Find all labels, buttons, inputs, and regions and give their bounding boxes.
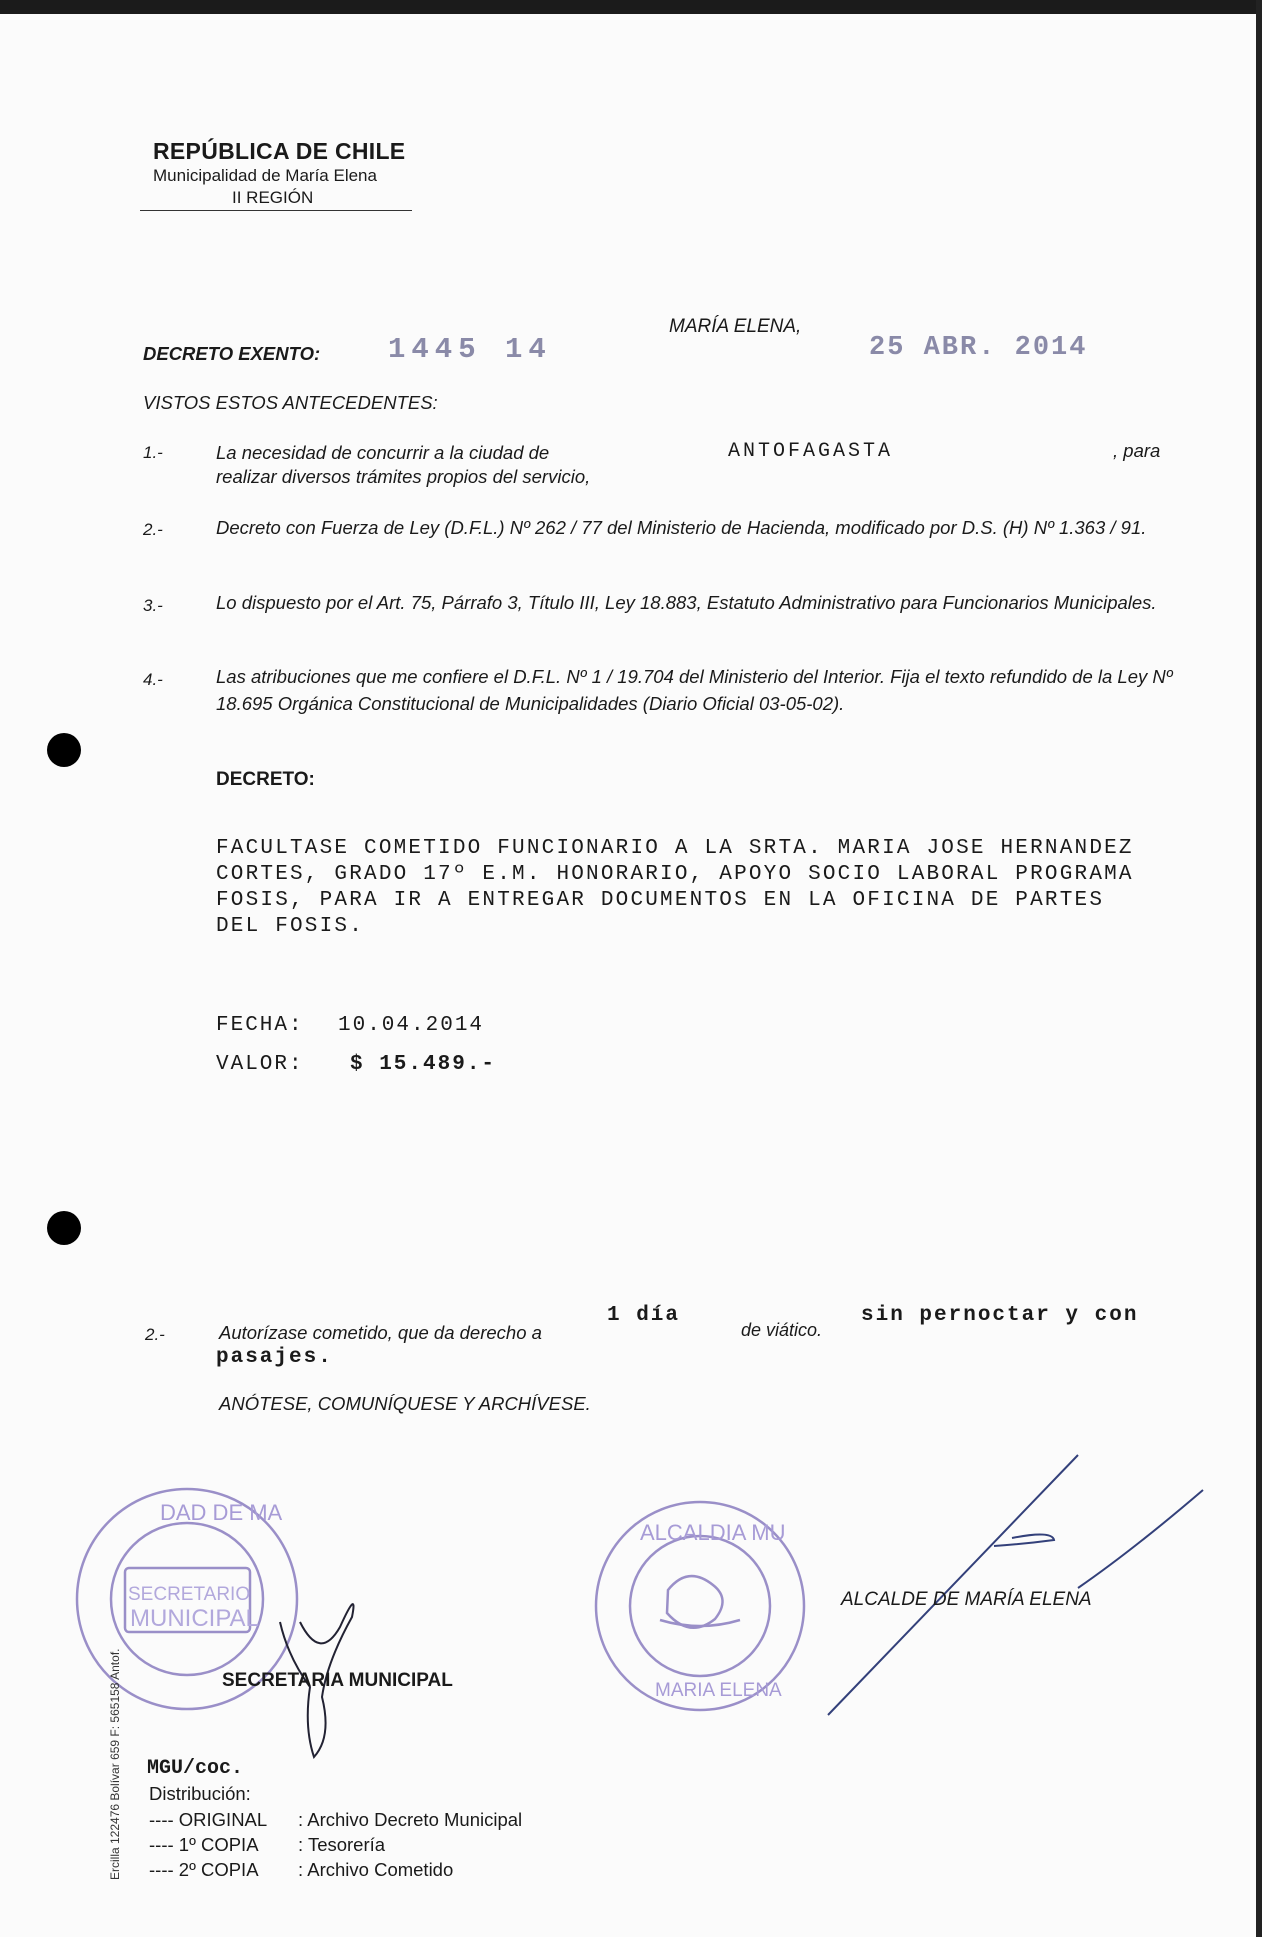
allowance-terms: sin pernoctar y con bbox=[861, 1304, 1139, 1327]
whereas-heading: VISTOS ESTOS ANTECEDENTES: bbox=[143, 392, 438, 413]
item-number: 1.- bbox=[143, 443, 163, 462]
amount-label: VALOR: bbox=[216, 1053, 304, 1076]
allowance-terms-continued: pasajes. bbox=[216, 1346, 333, 1369]
decree-number: 1445 14 bbox=[388, 333, 552, 366]
item-number: 2.- bbox=[143, 520, 163, 539]
svg-text:ALCALDIA MU: ALCALDIA MU bbox=[640, 1520, 786, 1545]
allowance-label: de viático. bbox=[741, 1320, 823, 1340]
distribution-recipient: : Tesorería bbox=[298, 1834, 386, 1855]
item-text: La necesidad de concurrir a la ciudad de bbox=[216, 442, 550, 463]
date-label: FECHA: bbox=[216, 1014, 304, 1037]
date-value: 10.04.2014 bbox=[338, 1014, 485, 1037]
decree-heading: DECRETO: bbox=[216, 769, 315, 790]
item-number: 2.- bbox=[145, 1325, 165, 1344]
amount-value: $ 15.489.- bbox=[350, 1053, 497, 1076]
distribution-recipient: : Archivo Decreto Municipal bbox=[298, 1809, 523, 1830]
header-republic: REPÚBLICA DE CHILE bbox=[153, 138, 406, 164]
mayor-title: ALCALDE DE MARÍA ELENA bbox=[841, 1589, 1092, 1610]
date-stamp: 25 ABR. 2014 bbox=[869, 333, 1088, 363]
svg-text:MUNICIPAL: MUNICIPAL bbox=[130, 1605, 259, 1632]
distribution-label: Distribución: bbox=[149, 1783, 251, 1804]
header-region: II REGIÓN bbox=[232, 188, 314, 207]
header-municipality: Municipalidad de María Elena bbox=[153, 166, 377, 185]
svg-text:SECRETARIO: SECRETARIO bbox=[128, 1584, 251, 1605]
item-number: 3.- bbox=[143, 596, 163, 615]
mayor-signature bbox=[828, 1455, 1203, 1715]
svg-text:DAD DE MA: DAD DE MA bbox=[160, 1500, 283, 1525]
secretary-title: SECRETARIA MUNICIPAL bbox=[222, 1670, 453, 1691]
distribution-recipient: : Archivo Cometido bbox=[298, 1859, 454, 1880]
svg-text:MARIA ELENA: MARIA ELENA bbox=[655, 1680, 782, 1701]
distribution-copy: ---- 1º COPIA bbox=[149, 1834, 259, 1855]
item-text-continued: realizar diversos trámites propios del servicio, bbox=[216, 466, 591, 487]
item-text: Lo dispuesto por el Art. 75, Párrafo 3, Título III, Ley 18.883, Estatuto Administrativo para Funcionarios Municipales. bbox=[216, 592, 1157, 613]
closing-formula: ANÓTESE, COMUNÍQUESE Y ARCHÍVESE. bbox=[219, 1393, 591, 1414]
authorization-text: Autorízase cometido, que da derecho a bbox=[219, 1322, 542, 1343]
mayor-office-seal bbox=[596, 1502, 804, 1710]
distribution-copy: ---- ORIGINAL bbox=[149, 1809, 268, 1830]
initials: MGU/coc. bbox=[147, 1757, 244, 1780]
printer-imprint: Ercilla 122476 Bolívar 659 F: 565158 Antof. bbox=[108, 1648, 122, 1880]
item-text: Decreto con Fuerza de Ley (D.F.L.) Nº 262 / 77 del Ministerio de Hacienda, modificado por D.S. (H) Nº 1.363 / 91. bbox=[216, 517, 1147, 538]
decree-exempt-label: DECRETO EXENTO: bbox=[143, 343, 321, 364]
item-number: 4.- bbox=[143, 670, 163, 689]
decree-body: FACULTASE COMETIDO FUNCIONARIO A LA SRTA. MARIA JOSE HERNANDEZ CORTES, GRADO 17º E.M. HONORARIO, APOYO SOCIO LABORAL PROGRAMA FOSIS, PARA IR A ENTREGAR DOCUMENTOS EN LA OFICINA DE PARTES DEL FOSIS. bbox=[216, 837, 1134, 938]
place-label: MARÍA ELENA, bbox=[669, 316, 802, 337]
allowance-days: 1 día bbox=[607, 1304, 681, 1327]
item-text-end: , para bbox=[1113, 440, 1161, 461]
distribution-copy: ---- 2º COPIA bbox=[149, 1859, 259, 1880]
item-text: Las atribuciones que me confiere el D.F.L. Nº 1 / 19.704 del Ministerio del Interior. Fija el texto refundido de la Ley Nº 18.695 Orgánica Constitucional de Municipalidades (Diario Oficial 03-05-02). bbox=[216, 666, 1173, 714]
destination-city: ANTOFAGASTA bbox=[728, 440, 894, 463]
